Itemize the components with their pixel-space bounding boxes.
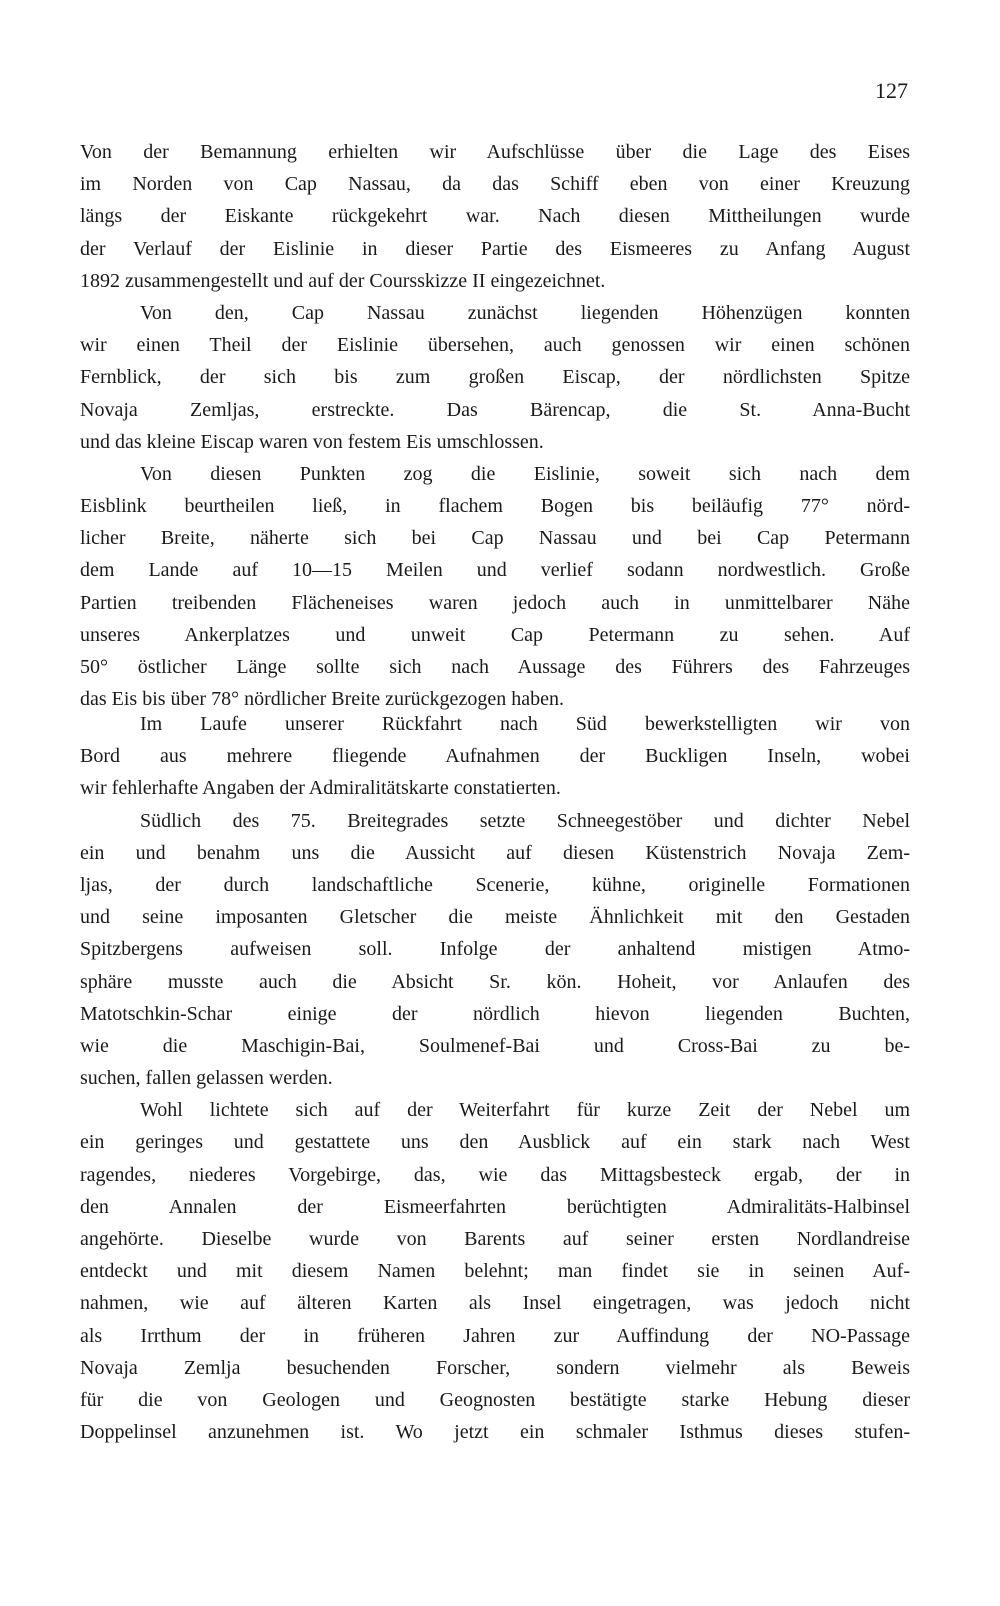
text-line: Partien treibenden Flächeneises waren jedoch auch in unmittelbarer Nähe: [80, 591, 910, 614]
text-line: angehörte. Dieselbe wurde von Barents auf seiner ersten Nordlandreise: [80, 1228, 910, 1250]
text-line: Bord aus mehrere fliegende Aufnahmen der Buckligen Inseln, wobei: [80, 745, 910, 768]
text-line: Im Laufe unserer Rückfahrt nach Süd bewerkstelligten wir von: [140, 713, 910, 735]
text-section-1: [80, 136, 910, 715]
text-section-2: [80, 708, 910, 1448]
text-line: Von diesen Punkten zog die Eislinie, soweit sich nach dem: [140, 462, 910, 485]
text-line: das Eis bis über 78° nördlicher Breite zurückgezogen haben.: [80, 688, 564, 711]
text-line: wir fehlerhafte Angaben der Admiralitätskarte constatierten.: [80, 777, 561, 800]
text-line: Von der Bemannung erhielten wir Aufschlüsse über die Lage des Eises: [80, 141, 910, 163]
text-line: im Norden von Cap Nassau, da das Schiff eben von einer Kreuzung: [80, 173, 910, 196]
text-line: ein und benahm uns die Aussicht auf diesen Küstenstrich Novaja Zem-: [80, 841, 910, 864]
text-line: Matotschkin-Schar einige der nördlich hievon liegenden Buchten,: [80, 1002, 910, 1025]
text-line: licher Breite, näherte sich bei Cap Nassau und bei Cap Petermann: [80, 527, 910, 550]
text-line: Eisblink beurtheilen ließ, in flachem Bogen bis beiläufig 77° nörd-: [80, 495, 910, 518]
text-line: Doppelinsel anzunehmen ist. Wo jetzt ein schmaler Isthmus dieses stufen-: [80, 1421, 910, 1444]
text-line: 50° östlicher Länge sollte sich nach Aussage des Führers des Fahrzeuges: [80, 656, 910, 678]
text-line: dem Lande auf 10—15 Meilen und verlief sodann nordwestlich. Große: [80, 559, 910, 582]
text-line: ein geringes und gestattete uns den Ausblick auf ein stark nach West: [80, 1131, 910, 1154]
text-line: nahmen, wie auf älteren Karten als Insel eingetragen, was jedoch nicht: [80, 1292, 910, 1315]
text-line: wie die Maschigin-Bai, Soulmenef-Bai und Cross-Bai zu be-: [80, 1034, 910, 1057]
text-line: als Irrthum der in früheren Jahren zur Auffindung der NO-Passage: [80, 1324, 910, 1347]
text-line: längs der Eiskante rückgekehrt war. Nach diesen Mittheilungen wurde: [80, 205, 910, 228]
text-line: Spitzbergens aufweisen soll. Infolge der anhaltend mistigen Atmo-: [80, 938, 910, 961]
text-line: der Verlauf der Eislinie in dieser Partie des Eismeeres zu Anfang August: [80, 237, 910, 260]
text-line: den Annalen der Eismeerfahrten berüchtigten Admiralitäts-Halbinsel: [80, 1195, 910, 1218]
text-line: und das kleine Eiscap waren von festem Eis umschlossen.: [80, 430, 544, 453]
text-line: Novaja Zemlja besuchenden Forscher, sondern vielmehr als Beweis: [80, 1356, 910, 1379]
page-number: 127: [875, 78, 908, 103]
text-line: sphäre musste auch die Absicht Sr. kön. Hoheit, vor Anlaufen des: [80, 970, 910, 993]
text-line: Wohl lichtete sich auf der Weiterfahrt für kurze Zeit der Nebel um: [140, 1099, 910, 1122]
text-line: entdeckt und mit diesem Namen belehnt; man findet sie in seinen Auf-: [80, 1260, 910, 1283]
text-line: Südlich des 75. Breitegrades setzte Schneegestöber und dichter Nebel: [140, 809, 910, 832]
text-line: Von den, Cap Nassau zunächst liegenden Höhenzügen konnten: [140, 301, 910, 324]
text-line: Fernblick, der sich bis zum großen Eiscap, der nördlichsten Spitze: [80, 366, 910, 389]
text-line: Novaja Zemljas, erstreckte. Das Bärencap, die St. Anna-Bucht: [80, 398, 910, 421]
text-line: 1892 zusammengestellt und auf der Coursskizze II eingezeichnet.: [80, 269, 606, 292]
text-line: ragendes, niederes Vorgebirge, das, wie das Mittagsbesteck ergab, der in: [80, 1163, 910, 1186]
text-line: ljas, der durch landschaftliche Scenerie, kühne, originelle Formationen: [80, 873, 910, 896]
text-line: suchen, fallen gelassen werden.: [80, 1067, 333, 1090]
text-line: für die von Geologen und Geognosten bestätigte starke Hebung dieser: [80, 1388, 910, 1411]
text-line: unseres Ankerplatzes und unweit Cap Petermann zu sehen. Auf: [80, 623, 910, 646]
text-line: und seine imposanten Gletscher die meiste Ähnlichkeit mit den Gestaden: [80, 906, 910, 929]
text-line: wir einen Theil der Eislinie übersehen, auch genossen wir einen schönen: [80, 334, 910, 357]
